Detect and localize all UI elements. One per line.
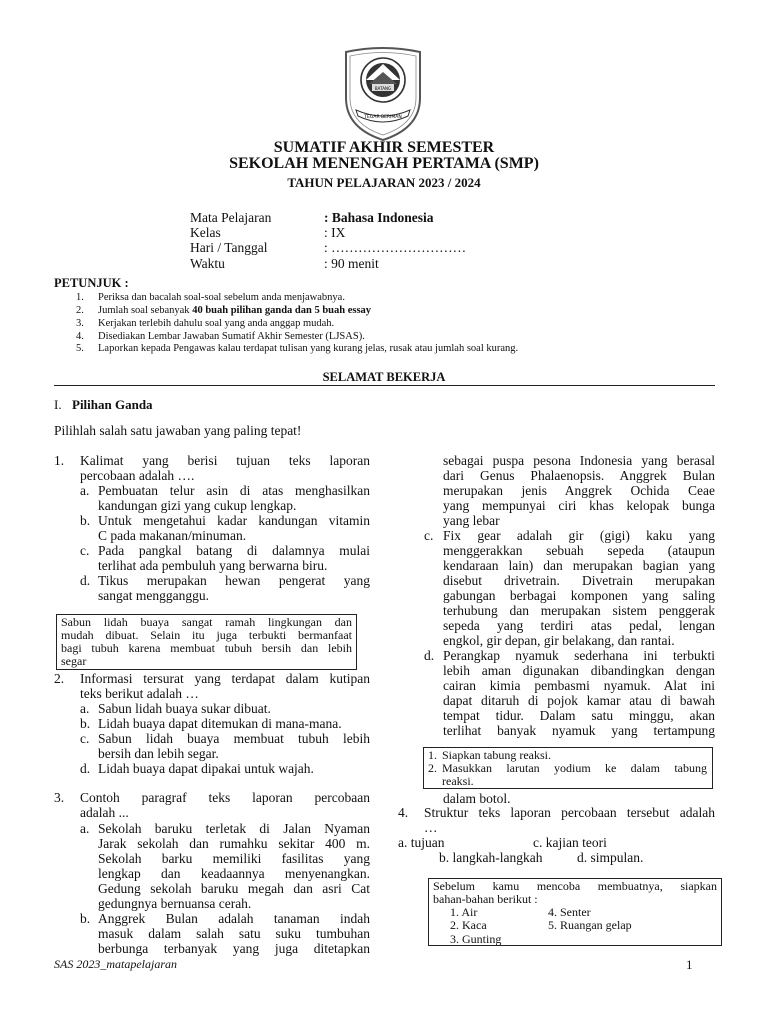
excerpt-line: mudah dibuat. Selain itu juga terbukti bermanfaat [61, 629, 352, 642]
step-text: Masukkan larutan yodium ke dalam tabung [442, 762, 707, 775]
option-letter: d. [80, 761, 91, 776]
option-d: d. simpulan. [577, 850, 644, 865]
meta-value: : ………………………… [324, 240, 467, 255]
instruction-text: Disediakan Lembar Jawaban Sumatif Akhir Semester (LJSAS). [98, 331, 365, 342]
logo-text-top: BATANG [374, 86, 392, 91]
option-letter: a. [80, 821, 90, 836]
option-c: c. kajian teori [533, 835, 607, 850]
question-stem-line: adalah ... [80, 805, 129, 820]
exam-title: SUMATIF AKHIR SEMESTER [273, 139, 495, 156]
option-line: terlihat banyak nyamuk yang tertampung [443, 723, 715, 738]
step-number: 1. [428, 748, 437, 762]
option-line: kendaraan lain) dan merupakan bagian yang [443, 558, 715, 573]
option-line: Tikus merupakan hewan pengerat yang [98, 573, 370, 588]
question-stem-line: percobaan adalah …. [80, 468, 195, 483]
option-letter: c. [80, 731, 90, 746]
option-line: sangat mengganggu. [98, 588, 209, 603]
option-line: Sabun lidah buaya sukar dibuat. [98, 701, 271, 716]
meta-value: : Bahasa Indonesia [324, 210, 434, 225]
question-stem-line: Contoh paragraf teks laporan percobaan [80, 790, 370, 805]
option-line: Jarak sekolah dan rumahku sekitar 400 m. [98, 836, 370, 851]
option-line: Lidah buaya dapat ditemukan di mana-mana. [98, 716, 342, 731]
question-stem-line: … [424, 820, 438, 835]
section-number: I. [54, 397, 62, 412]
option-line: sebagai puspa pesona Indonesia yang berasal [443, 453, 715, 468]
option-letter: a. [80, 483, 90, 498]
option-line: berbunga terbanyak yang juga ditetapkan [98, 941, 370, 956]
option-line: Sabun lidah buaya membuat tubuh lebih [98, 731, 370, 746]
school-level-title: SEKOLAH MENENGAH PERTAMA (SMP) [229, 155, 539, 172]
meta-label: Waktu [190, 256, 225, 271]
meta-label: Mata Pelajaran [190, 210, 272, 225]
materials-intro-line: bahan-bahan berikut : [433, 892, 538, 906]
instructions-heading: PETUNJUK : [54, 276, 129, 290]
option-b: b. langkah-langkah [439, 850, 543, 865]
material-item: 5. Ruangan gelap [548, 918, 632, 932]
option-line: cairan kimia pembasmi nyamuk. Alat ini [443, 678, 715, 693]
instruction-number: 1. [76, 292, 84, 303]
option-line: lengkap dan keadaannya menyenangkan. [98, 866, 370, 881]
material-item: 1. Air [450, 905, 478, 919]
option-line: Lidah buaya dapat dipakai untuk wajah. [98, 761, 314, 776]
option-line: kandungan gizi yang cukup lengkap. [98, 498, 297, 513]
instruction-text [98, 305, 371, 316]
instruction-number: 4. [76, 331, 84, 342]
material-item: 4. Senter [548, 905, 591, 919]
meta-label: Hari / Tanggal [190, 240, 268, 255]
question-stem-line: teks berikut adalah … [80, 686, 199, 701]
option-line: merupakan jenis Anggrek Ochida Ceae [443, 483, 715, 498]
question-stem-line: Kalimat yang berisi tujuan teks laporan [80, 453, 370, 468]
option-line: gabungan berbagai komponen yang saling [443, 588, 715, 603]
option-line: Fix gear adalah gir (gigi) kaku yang [443, 528, 715, 543]
option-line: gedungnya bernuansa cerah. [98, 896, 252, 911]
page-number: 1 [686, 957, 693, 972]
logo-ribbon-text: TEGAR BERIMAN [364, 115, 402, 120]
instruction-text: Laporkan kepada Pengawas kalau terdapat tulisan yang kurang jelas, rusak atau jumlah soal kurang. [98, 343, 519, 354]
option-letter: b. [80, 911, 91, 926]
instruction-number: 3. [76, 318, 84, 329]
greeting-heading: SELAMAT BEKERJA [322, 370, 446, 384]
footer-label: SAS 2023_matapelajaran [54, 957, 177, 971]
horizontal-rule [54, 385, 715, 386]
option-line: dalam botol. [443, 791, 511, 806]
question-stem-line: Struktur teks laporan percobaan tersebut adalah [424, 805, 715, 820]
excerpt-line: Sabun lidah buaya sangat ramah lingkungan dan [61, 616, 352, 629]
option-line: disebut drivetrain. Divetrain merupakan [443, 573, 715, 588]
excerpt-line: segar [61, 654, 87, 668]
option-line: engkol, gir depan, gir belakang, dan rantai. [443, 633, 675, 648]
option-line: dari Genus Phalaenopsis. Anggrek Bulan [443, 468, 715, 483]
step-text: reaksi. [442, 774, 474, 788]
question-number: 3. [54, 790, 65, 805]
option-line: Gedung sekolah baruku megah dan asri Cat [98, 881, 370, 896]
question-number: 2. [54, 671, 65, 686]
option-line: yang lebar [443, 513, 500, 528]
option-line: sepeda yang terdiri atas pedal, lengan [443, 618, 715, 633]
instruction-text-pre: Jumlah soal sebanyak [98, 305, 193, 316]
option-line: lebih aman digunakan dibandingkan dengan [443, 663, 715, 678]
question-number: 1. [54, 453, 65, 468]
option-line: tempat tidur. Dalam satu minggu, akan [443, 708, 715, 723]
option-line: Sekolah barku memiliki fasilitas yang [98, 851, 370, 866]
option-line: Untuk mengetahui kadar kandungan vitamin [98, 513, 370, 528]
option-line: menggerakkan sebuah sepeda (ataupun [443, 543, 715, 558]
option-line: terhubung dan merupakan sistem penggerak [443, 603, 715, 618]
option-line: Pembuatan telur asin di atas menghasilkan [98, 483, 370, 498]
section-directive: Pilihlah salah satu jawaban yang paling tepat! [54, 423, 302, 438]
option-line: C pada makanan/minuman. [98, 528, 247, 543]
option-line: Sekolah baruku terletak di Jalan Nyaman [98, 821, 370, 836]
instruction-number: 2. [76, 305, 84, 316]
step-number: 2. [428, 761, 437, 775]
option-letter: c. [424, 528, 434, 543]
option-a: a. tujuan [398, 835, 445, 850]
question-number: 4. [398, 805, 409, 820]
option-line: Perangkap nyamuk sederhana ini terbukti [443, 648, 715, 663]
instruction-text-bold: 40 buah pilihan ganda dan 5 buah essay [192, 305, 372, 316]
option-letter: b. [80, 513, 91, 528]
meta-value: : IX [324, 225, 346, 240]
question-stem-line: Informasi tersurat yang terdapat dalam kutipan [80, 671, 370, 686]
option-line: bersih dan lebih segar. [98, 746, 219, 761]
material-item: 3. Gunting [450, 932, 502, 946]
option-line: terlihat ada pembuluh yang berwarna biru. [98, 558, 328, 573]
materials-intro-line: Sebelum kamu mencoba membuatnya, siapkan [433, 880, 717, 893]
option-line: Pada pangkal batang di dalamnya mulai [98, 543, 370, 558]
option-letter: b. [80, 716, 91, 731]
instruction-text: Periksa dan bacalah soal-soal sebelum anda menjawabnya. [98, 292, 345, 303]
option-letter: a. [80, 701, 90, 716]
material-item: 2. Kaca [450, 918, 487, 932]
meta-value: : 90 menit [324, 256, 379, 271]
section-title: Pilihan Ganda [72, 397, 153, 412]
option-line: yang mempunyai ciri khas kelopak bunga [443, 498, 715, 513]
excerpt-line: bagi tubuh karena membuat tubuh bersih dan lebih [61, 642, 352, 655]
option-line: masuk dalam salah satu suku tumbuhan [98, 926, 370, 941]
meta-label: Kelas [190, 225, 221, 240]
option-line: dapat ditaruh di pojok kamar atau di bawah [443, 693, 715, 708]
option-letter: c. [80, 543, 90, 558]
instruction-number: 5. [76, 343, 84, 354]
school-emblem-logo [342, 46, 424, 142]
academic-year-title: TAHUN PELAJARAN 2023 / 2024 [287, 175, 481, 190]
option-line: Anggrek Bulan adalah tanaman indah [98, 911, 370, 926]
option-letter: d. [424, 648, 435, 663]
step-text: Siapkan tabung reaksi. [442, 748, 551, 762]
option-letter: d. [80, 573, 91, 588]
instruction-text: Kerjakan terlebih dahulu soal yang anda anggap mudah. [98, 318, 335, 329]
